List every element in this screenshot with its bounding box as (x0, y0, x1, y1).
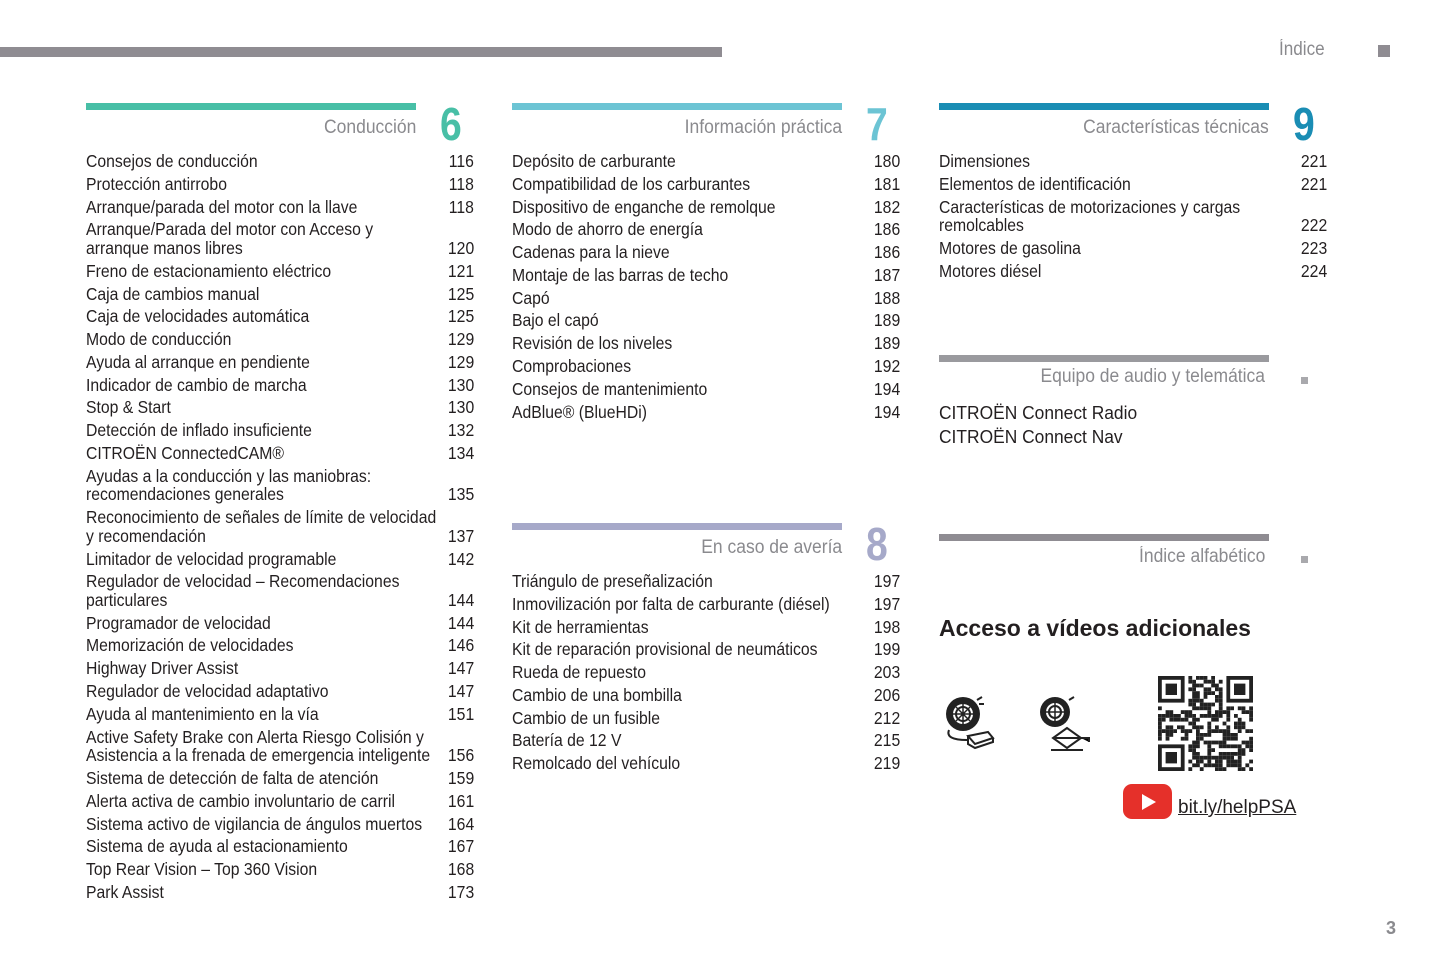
toc-entry-page: 173 (447, 881, 474, 902)
toc-entry[interactable] (86, 860, 474, 879)
toc-entry-page: 194 (873, 401, 900, 422)
section-bar (939, 534, 1269, 541)
toc-entry-title: Regulador de velocidad adaptativo (86, 681, 329, 701)
toc-entry-page: 125 (447, 306, 474, 327)
toc-entry-page: 116 (448, 151, 474, 171)
toc-entry[interactable] (939, 198, 1327, 235)
toc-entry-page: 130 (447, 397, 474, 418)
toc-entry-page: 146 (447, 635, 474, 656)
toc-entry-title: Highway Driver Assist (86, 658, 239, 679)
toc-entry-title: Rueda de repuesto (512, 662, 646, 683)
toc-entry-page: 134 (447, 442, 474, 463)
toc-entry-page: 168 (447, 859, 474, 880)
toc-entry[interactable] (86, 769, 474, 788)
toc-entry-page: 156 (447, 745, 474, 766)
toc-entry-title: Kit de reparación provisional de neumáticos (512, 639, 818, 660)
section-marker (1301, 377, 1308, 384)
toc-entry-page: 221 (1300, 151, 1327, 171)
toc-entry-title: Batería de 12 V (512, 730, 622, 751)
toc-entry-title: Elementos de identificación (939, 173, 1131, 194)
section-number: 6 (440, 98, 462, 150)
section-title: Información práctica (684, 117, 842, 138)
toc-entry[interactable] (86, 421, 474, 440)
toc-entry-title: Triángulo de preseñalización (512, 571, 713, 591)
toc-entry-title: Sistema de ayuda al estacionamiento (86, 836, 348, 857)
toc-entry-title: Ayudas a la conducción y las maniobras: recomendaciones generales (86, 465, 372, 505)
toc-entry-title: Motores diésel (939, 260, 1042, 281)
section-bar (512, 523, 842, 530)
toc-entry[interactable] (86, 728, 474, 765)
section-8-list (512, 572, 900, 777)
toc-entry-page: 198 (873, 616, 900, 637)
toc-entry-title: Revisión de los niveles (512, 333, 673, 354)
section-bar (939, 103, 1269, 110)
toc-entry[interactable] (939, 239, 1327, 258)
toc-entry[interactable] (86, 376, 474, 395)
toc-entry[interactable] (86, 198, 474, 217)
toc-entry-page: 189 (873, 310, 900, 331)
toc-entry[interactable] (86, 262, 474, 281)
videos-link[interactable]: bit.ly/helpPSA (1178, 797, 1297, 818)
toc-entry-title: Depósito de carburante (512, 151, 676, 171)
toc-entry-page: 222 (1300, 215, 1327, 236)
section-number: 8 (866, 518, 888, 570)
toc-entry-title: Freno de estacionamiento eléctrico (86, 260, 332, 281)
toc-entry[interactable] (512, 640, 900, 659)
toc-entry[interactable] (86, 330, 474, 349)
toc-entry[interactable] (512, 175, 900, 194)
section-title: En caso de avería (701, 537, 842, 558)
toc-entry-page: 203 (873, 662, 900, 683)
toc-entry[interactable] (512, 243, 900, 262)
toc-entry-page: 137 (447, 525, 474, 546)
toc-entry-page: 194 (873, 378, 900, 399)
toc-entry-title: Características de motorizaciones y cargas remolcables (939, 196, 1241, 236)
section-bar (86, 103, 416, 110)
toc-entry-title: Compatibilidad de los carburantes (512, 173, 751, 194)
toc-entry-title: Modo de ahorro de energía (512, 219, 703, 240)
toc-entry-title: Dimensiones (939, 151, 1031, 171)
toc-entry-title: Stop & Start (86, 397, 171, 418)
toc-entry-title: Ayuda al mantenimiento en la vía (86, 703, 319, 724)
toc-entry[interactable] (939, 152, 1327, 171)
qr-code[interactable] (1158, 676, 1253, 771)
toc-entry[interactable] (86, 152, 474, 171)
toc-entry[interactable] (86, 220, 474, 257)
toc-entry[interactable] (86, 353, 474, 372)
toc-entry-title: Indicador de cambio de marcha (86, 374, 307, 395)
section-title: Equipo de audio y telemática (1040, 366, 1265, 387)
toc-entry-page: 118 (448, 173, 474, 194)
toc-entry-page: 186 (873, 219, 900, 240)
toc-entry-page: 130 (447, 374, 474, 395)
toc-entry-page: 182 (873, 196, 900, 217)
toc-entry[interactable] (86, 572, 474, 609)
toc-entry-title: Capó (512, 287, 550, 308)
toc-entry-title: Arranque/parada del motor con la llave (86, 196, 358, 217)
toc-entry[interactable] (86, 705, 474, 724)
toc-entry-page: 121 (447, 260, 474, 281)
toc-entry-page: 120 (447, 237, 474, 258)
toc-entry-page: 187 (873, 264, 900, 285)
section-title: Características técnicas (1083, 117, 1269, 138)
toc-entry[interactable] (512, 289, 900, 308)
toc-entry[interactable] (86, 467, 474, 504)
section-bar (512, 103, 842, 110)
toc-entry-page: 132 (447, 420, 474, 441)
toc-entry-page: 142 (447, 548, 474, 569)
toc-entry[interactable] (512, 334, 900, 353)
toc-entry[interactable] (512, 572, 900, 591)
toc-entry-page: 219 (873, 753, 900, 774)
section-title: Conducción (323, 117, 416, 138)
toc-entry[interactable] (86, 444, 474, 463)
toc-entry-page: 129 (447, 329, 474, 350)
header-square (1378, 45, 1390, 57)
toc-entry-title: Park Assist (86, 881, 164, 902)
toc-entry[interactable] (86, 550, 474, 569)
toc-entry[interactable] (86, 398, 474, 417)
toc-entry-title: Top Rear Vision – Top 360 Vision (86, 859, 318, 880)
toc-entry-page: 224 (1300, 260, 1327, 281)
toc-entry-page: 192 (873, 356, 900, 377)
section-number: 9 (1293, 98, 1315, 150)
toc-entry[interactable] (86, 614, 474, 633)
toc-entry-title: Arranque/Parada del motor con Acceso y arranque manos libres (86, 219, 374, 258)
toc-entry[interactable] (512, 663, 900, 682)
header-bar (0, 47, 722, 57)
toc-entry-title: Remolcado del vehículo (512, 753, 681, 774)
tyre-jack-icon (1037, 694, 1093, 752)
toc-entry-page: 167 (447, 836, 474, 857)
toc-entry-page: 151 (447, 703, 474, 724)
toc-entry-page: 223 (1300, 237, 1327, 258)
toc-entry[interactable] (512, 380, 900, 399)
toc-entry-page: 159 (447, 767, 474, 788)
toc-entry[interactable] (86, 636, 474, 655)
toc-entry[interactable] (939, 262, 1327, 281)
section-9-list (939, 152, 1327, 285)
toc-entry-page: 212 (873, 707, 900, 728)
section-bar (939, 355, 1269, 362)
toc-entry[interactable] (86, 175, 474, 194)
toc-entry-page: 181 (873, 173, 900, 194)
toc-entry-page: 197 (873, 593, 900, 614)
toc-entry[interactable] (512, 220, 900, 239)
toc-entry-title: Protección antirrobo (86, 173, 227, 194)
youtube-icon[interactable] (1123, 784, 1172, 819)
toc-entry-page: 188 (873, 287, 900, 308)
section-marker (1301, 556, 1308, 563)
toc-entry-title: Motores de gasolina (939, 237, 1081, 258)
toc-entry-page: 147 (447, 658, 474, 679)
toc-entry-title: Sistema activo de vigilancia de ángulos muertos (86, 813, 423, 834)
toc-entry[interactable] (512, 357, 900, 376)
toc-entry-title: Bajo el capó (512, 310, 599, 331)
toc-entry[interactable] (86, 307, 474, 326)
toc-entry[interactable] (512, 686, 900, 705)
toc-entry-title: Inmovilización por falta de carburante (diésel) (512, 593, 830, 614)
toc-entry-title: Comprobaciones (512, 356, 632, 377)
tyre-compressor-icon (943, 694, 995, 752)
toc-entry-page: 221 (1300, 173, 1327, 194)
toc-entry[interactable] (86, 659, 474, 678)
toc-entry-page: 215 (873, 730, 900, 751)
header-label: Índice (1279, 39, 1325, 60)
toc-entry[interactable] (86, 682, 474, 701)
toc-entry[interactable] (86, 837, 474, 856)
videos-title: Acceso a vídeos adicionales (939, 615, 1251, 641)
toc-entry[interactable] (512, 403, 900, 422)
toc-entry-title: Reconocimiento de señales de límite de velocidad y recomendación (86, 507, 437, 546)
toc-entry-page: 144 (447, 589, 474, 610)
toc-entry-title: Ayuda al arranque en pendiente (86, 351, 310, 372)
toc-entry[interactable] (512, 152, 900, 171)
toc-entry[interactable] (512, 311, 900, 330)
toc-entry-page: 147 (447, 681, 474, 701)
toc-entry-page: 129 (447, 351, 474, 372)
toc-entry[interactable] (512, 709, 900, 728)
toc-entry-page: 197 (873, 571, 900, 591)
toc-entry-page: 189 (873, 333, 900, 354)
toc-entry-title: Caja de cambios manual (86, 283, 260, 304)
toc-entry[interactable] (512, 266, 900, 285)
toc-entry-page: 125 (447, 283, 474, 304)
toc-entry-title: Active Safety Brake con Alerta Riesgo Colisión y Asistencia a la frenada de emergencia inteligente (86, 726, 431, 766)
toc-entry[interactable] (86, 815, 474, 834)
section-number: 7 (866, 98, 888, 150)
toc-entry[interactable] (512, 618, 900, 637)
toc-entry-title: Limitador de velocidad programable (86, 548, 337, 569)
toc-entry-page: 199 (873, 639, 900, 660)
toc-entry-title: Cadenas para la nieve (512, 242, 670, 263)
toc-entry[interactable] (86, 883, 474, 902)
toc-entry-page: 161 (447, 790, 474, 811)
toc-entry-page: 135 (447, 484, 474, 505)
toc-entry[interactable] (939, 175, 1327, 194)
toc-entry-page: 180 (873, 151, 900, 171)
toc-entry[interactable] (512, 198, 900, 217)
toc-entry-title: Cambio de una bombilla (512, 684, 682, 705)
toc-entry-title: Memorización de velocidades (86, 635, 294, 656)
toc-entry[interactable] (86, 508, 474, 545)
toc-entry-title: AdBlue® (BlueHDi) (512, 401, 648, 422)
toc-entry[interactable] (512, 595, 900, 614)
toc-entry-title: Sistema de detección de falta de atención (86, 767, 379, 788)
section-title: Índice alfabético (1138, 546, 1265, 567)
toc-entry[interactable] (86, 285, 474, 304)
toc-entry-title: Kit de herramientas (512, 616, 649, 637)
toc-entry-title: Dispositivo de enganche de remolque (512, 196, 776, 217)
toc-entry-title: Alerta activa de cambio involuntario de carril (86, 790, 396, 811)
toc-entry[interactable] (512, 754, 900, 773)
toc-entry[interactable] (512, 731, 900, 750)
toc-entry-title: Programador de velocidad (86, 612, 271, 633)
toc-entry-page: 164 (447, 813, 474, 834)
section-7-list (512, 152, 900, 425)
toc-entry-title: Modo de conducción (86, 329, 232, 350)
page-number: 3 (1386, 918, 1397, 938)
toc-entry-title: CITROËN ConnectedCAM® (86, 442, 285, 463)
audio-item-nav[interactable]: CITROËN Connect Nav (939, 426, 1123, 447)
toc-entry-title: Regulador de velocidad – Recomendaciones particulares (86, 571, 400, 610)
toc-entry-title: Detección de inflado insuficiente (86, 420, 312, 441)
toc-entry-title: Caja de velocidades automática (86, 306, 310, 327)
section-6-list (86, 152, 474, 906)
toc-entry-title: Cambio de un fusible (512, 707, 660, 728)
toc-entry-page: 206 (873, 684, 900, 705)
toc-entry-page: 186 (873, 242, 900, 263)
toc-entry-page: 144 (447, 612, 474, 633)
toc-entry-page: 118 (448, 196, 474, 217)
toc-entry-title: Montaje de las barras de techo (512, 264, 729, 285)
toc-entry-title: Consejos de conducción (86, 151, 258, 171)
toc-entry-title: Consejos de mantenimiento (512, 378, 708, 399)
toc-entry[interactable] (86, 792, 474, 811)
audio-item-radio[interactable]: CITROËN Connect Radio (939, 402, 1138, 423)
